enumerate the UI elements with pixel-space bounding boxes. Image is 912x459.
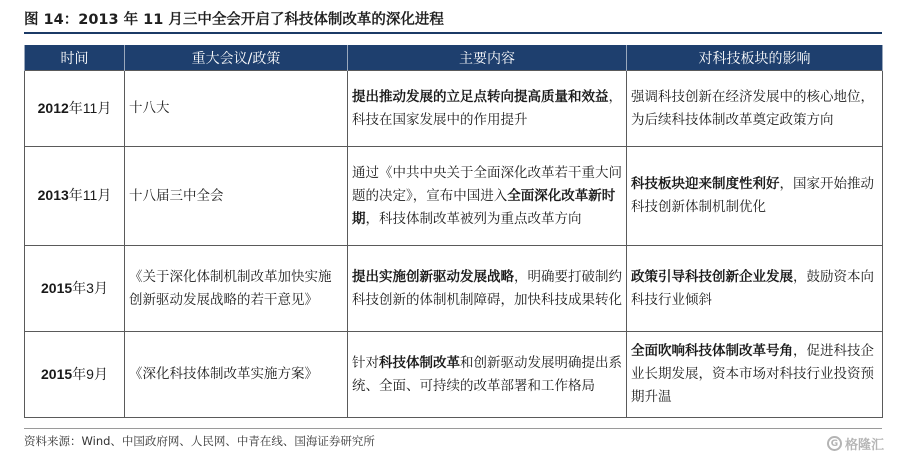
year-text: 2013 [37, 187, 69, 203]
table-body [25, 71, 883, 418]
body-text: ，科技体制改革被列为重点改革方向 [365, 210, 582, 227]
table-row [25, 332, 883, 418]
source-divider [24, 428, 882, 429]
content-cell [348, 332, 627, 418]
figure-title: 图 14：2013 年 11 月三中全会开启了科技体制改革的深化进程 [24, 12, 444, 28]
year-text: 2015 [41, 279, 73, 296]
meeting-cell: 《关于深化体制机制改革加快实施创新驱动发展战略的若干意见》 [125, 246, 348, 332]
content-cell [348, 147, 627, 246]
emphasis-text: 提出实施创新驱动发展战略 [352, 268, 514, 285]
content-cell [348, 246, 627, 332]
meeting-cell: 十八届三中全会 [125, 147, 348, 246]
time-cell [25, 332, 125, 418]
impact-cell [627, 246, 883, 332]
title-divider [24, 32, 882, 34]
body-text: ，国家开始推动科技创新体制机制优化 [631, 176, 874, 215]
time-cell [25, 71, 125, 147]
month-text: 年9月 [72, 365, 108, 382]
watermark-text: 格隆汇 [844, 438, 884, 453]
year-text: 2012 [37, 99, 69, 116]
watermark [827, 434, 884, 453]
body-text: ，鼓励资本向科技行业倾斜 [631, 268, 874, 308]
header-time: 时间 [25, 45, 125, 71]
impact-cell [627, 332, 883, 418]
time-cell [25, 147, 125, 246]
content-cell [348, 71, 627, 147]
emphasis-text: 科技板块迎来制度性利好 [631, 176, 780, 192]
body-text: 强调科技创新在经济发展中的核心地位，为后续科技体制改革奠定政策方向 [631, 88, 874, 128]
watermark-logo-icon: G [827, 436, 842, 451]
month-text: 年11月 [68, 99, 112, 116]
header-tech-impact: 对科技板块的影响 [627, 45, 883, 71]
table-row [25, 147, 883, 246]
month-text: 年3月 [72, 279, 108, 296]
header-main-content: 主要内容 [348, 45, 627, 71]
meeting-cell: 十八大 [125, 71, 348, 147]
body-text: 通过《中共中央关于全面深化改革若干重大问题的决定》，宣布中国进入 [352, 164, 622, 204]
impact-cell [627, 147, 883, 246]
emphasis-text: 政策引导科技创新企业发展 [631, 268, 793, 285]
emphasis-text: 全面吹响科技体制改革号角 [631, 343, 793, 359]
emphasis-text: 科技体制改革 [379, 354, 460, 371]
year-text: 2015 [41, 365, 73, 382]
table-header-row [25, 45, 883, 71]
policy-timeline-table [24, 45, 883, 418]
meeting-cell: 《深化科技体制改革实施方案》 [125, 332, 348, 418]
month-text: 年11月 [68, 187, 112, 203]
time-cell [25, 246, 125, 332]
table-row [25, 71, 883, 147]
body-text: 和创新驱动发展明确提出系统、全面、可持续的改革部署和工作格局 [352, 354, 622, 394]
body-text: ，促进科技企业长期发展，资本市场对科技行业投资预期升温 [631, 343, 874, 405]
body-text: 针对 [352, 354, 379, 371]
emphasis-text: 全面深化改革新时期 [352, 187, 616, 227]
emphasis-text: 提出推动发展的立足点转向提高质量和效益 [352, 88, 609, 105]
source-note: 资料来源：Wind、中国政府网、人民网、中青在线、国海证券研究所 [24, 434, 375, 448]
body-text: ，科技在国家发展中的作用提升 [352, 88, 622, 128]
header-meeting-policy: 重大会议/政策 [125, 45, 348, 71]
body-text: ，明确要打破制约科技创新的体制机制障碍，加快科技成果转化 [352, 268, 622, 308]
impact-cell [627, 71, 883, 147]
table-row [25, 246, 883, 332]
